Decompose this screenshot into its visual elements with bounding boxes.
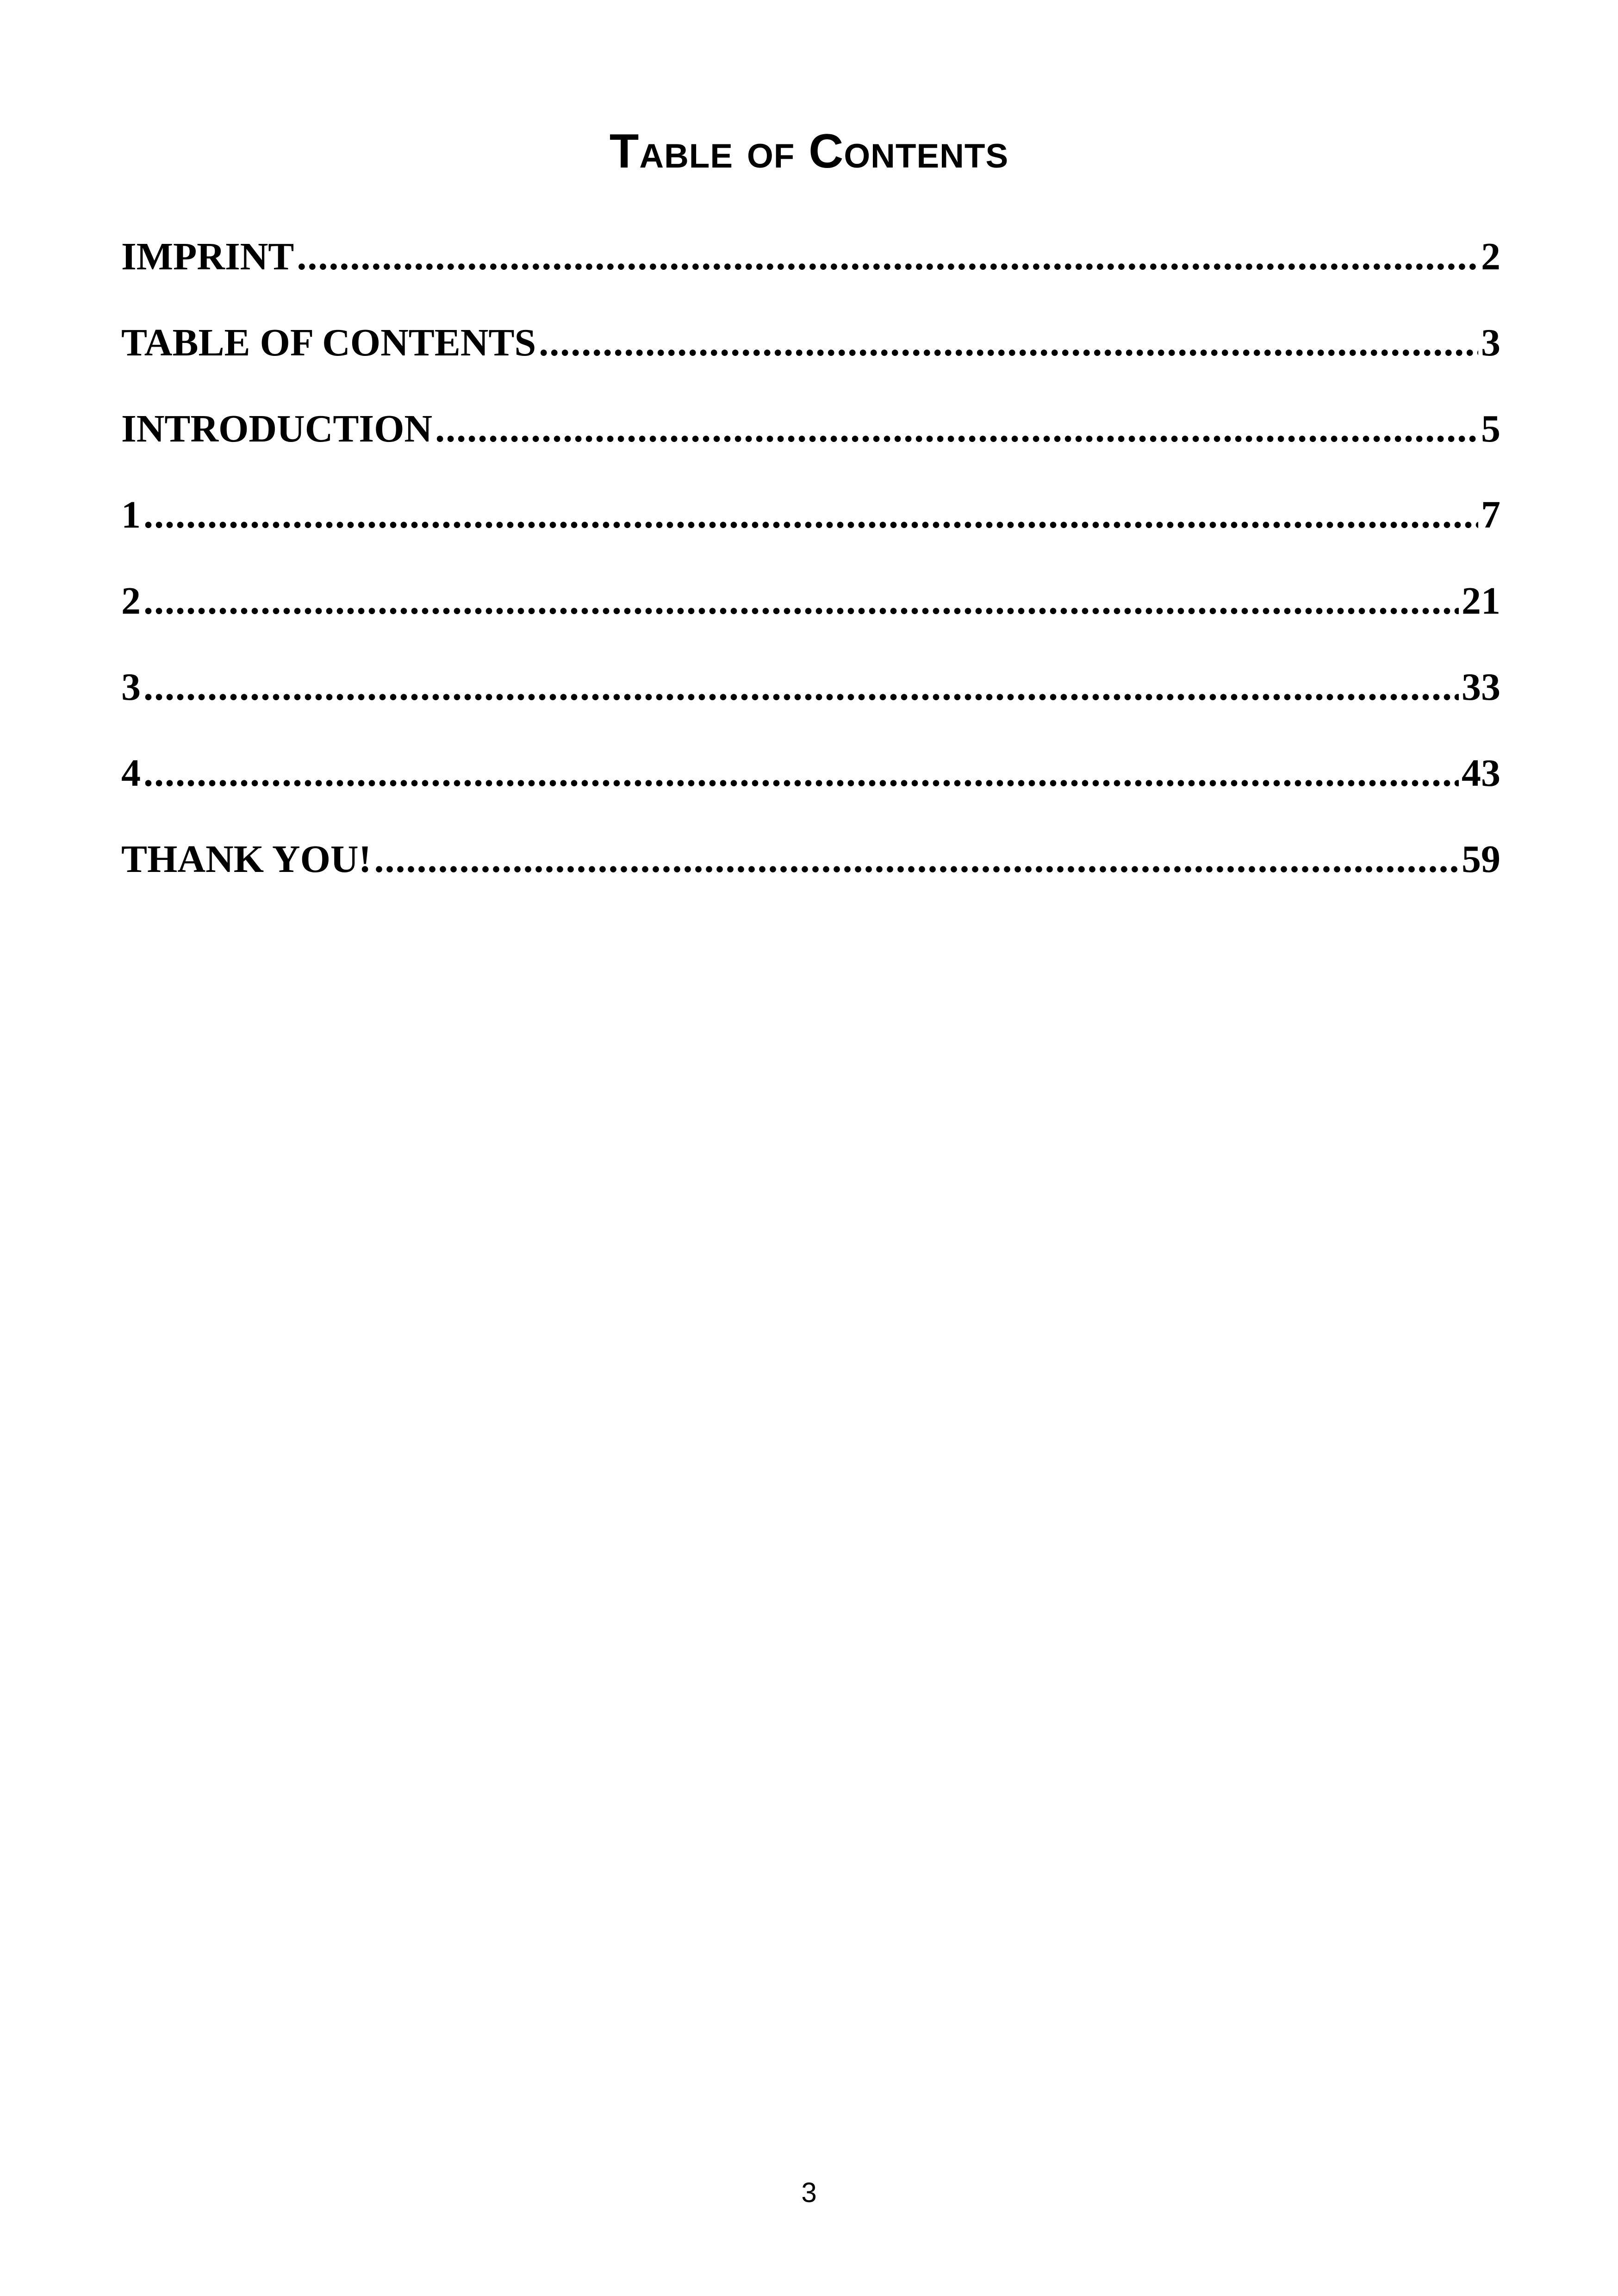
toc-entry-label: 1 (121, 493, 141, 536)
toc-entry-chapter-4[interactable] (121, 750, 1500, 836)
toc-entry-label: 2 (121, 579, 141, 622)
toc-entry-page: 21 (1462, 579, 1500, 622)
toc-dot-leader (143, 664, 1459, 710)
toc-entry-chapter-1[interactable] (121, 492, 1500, 578)
toc-entry-imprint[interactable] (121, 234, 1500, 320)
toc-entry-page: 7 (1481, 493, 1500, 536)
page-title: Table of Contents (609, 124, 1009, 178)
page-number: 3 (801, 2177, 817, 2208)
toc-dot-leader (374, 836, 1459, 883)
toc-dot-leader (297, 234, 1478, 280)
toc-dot-leader (143, 750, 1459, 796)
toc-entry-label: 4 (121, 752, 141, 795)
toc-entry-page: 3 (1481, 321, 1500, 364)
toc-entry-label: IMPRINT (121, 235, 294, 278)
toc-entry-page: 5 (1481, 407, 1500, 450)
toc-entry-chapter-3[interactable] (121, 664, 1500, 750)
toc-dot-leader (143, 492, 1478, 538)
toc-entry-chapter-2[interactable] (121, 578, 1500, 664)
toc-entry-label: THANK YOU! (121, 838, 372, 881)
toc-dot-leader (539, 320, 1478, 366)
toc-entry-label: 3 (121, 666, 141, 709)
toc-entry-page: 2 (1481, 235, 1500, 278)
toc-entry-page: 43 (1462, 752, 1500, 795)
toc-entry-page: 59 (1462, 838, 1500, 881)
table-of-contents (121, 234, 1500, 922)
toc-entry-page: 33 (1462, 666, 1500, 709)
toc-entry-thank-you[interactable] (121, 836, 1500, 922)
toc-entry-table-of-contents[interactable] (121, 320, 1500, 406)
toc-entry-introduction[interactable] (121, 406, 1500, 492)
toc-entry-label: TABLE OF CONTENTS (121, 321, 536, 364)
toc-entry-label: INTRODUCTION (121, 407, 433, 450)
toc-dot-leader (435, 406, 1478, 452)
toc-dot-leader (143, 578, 1459, 624)
